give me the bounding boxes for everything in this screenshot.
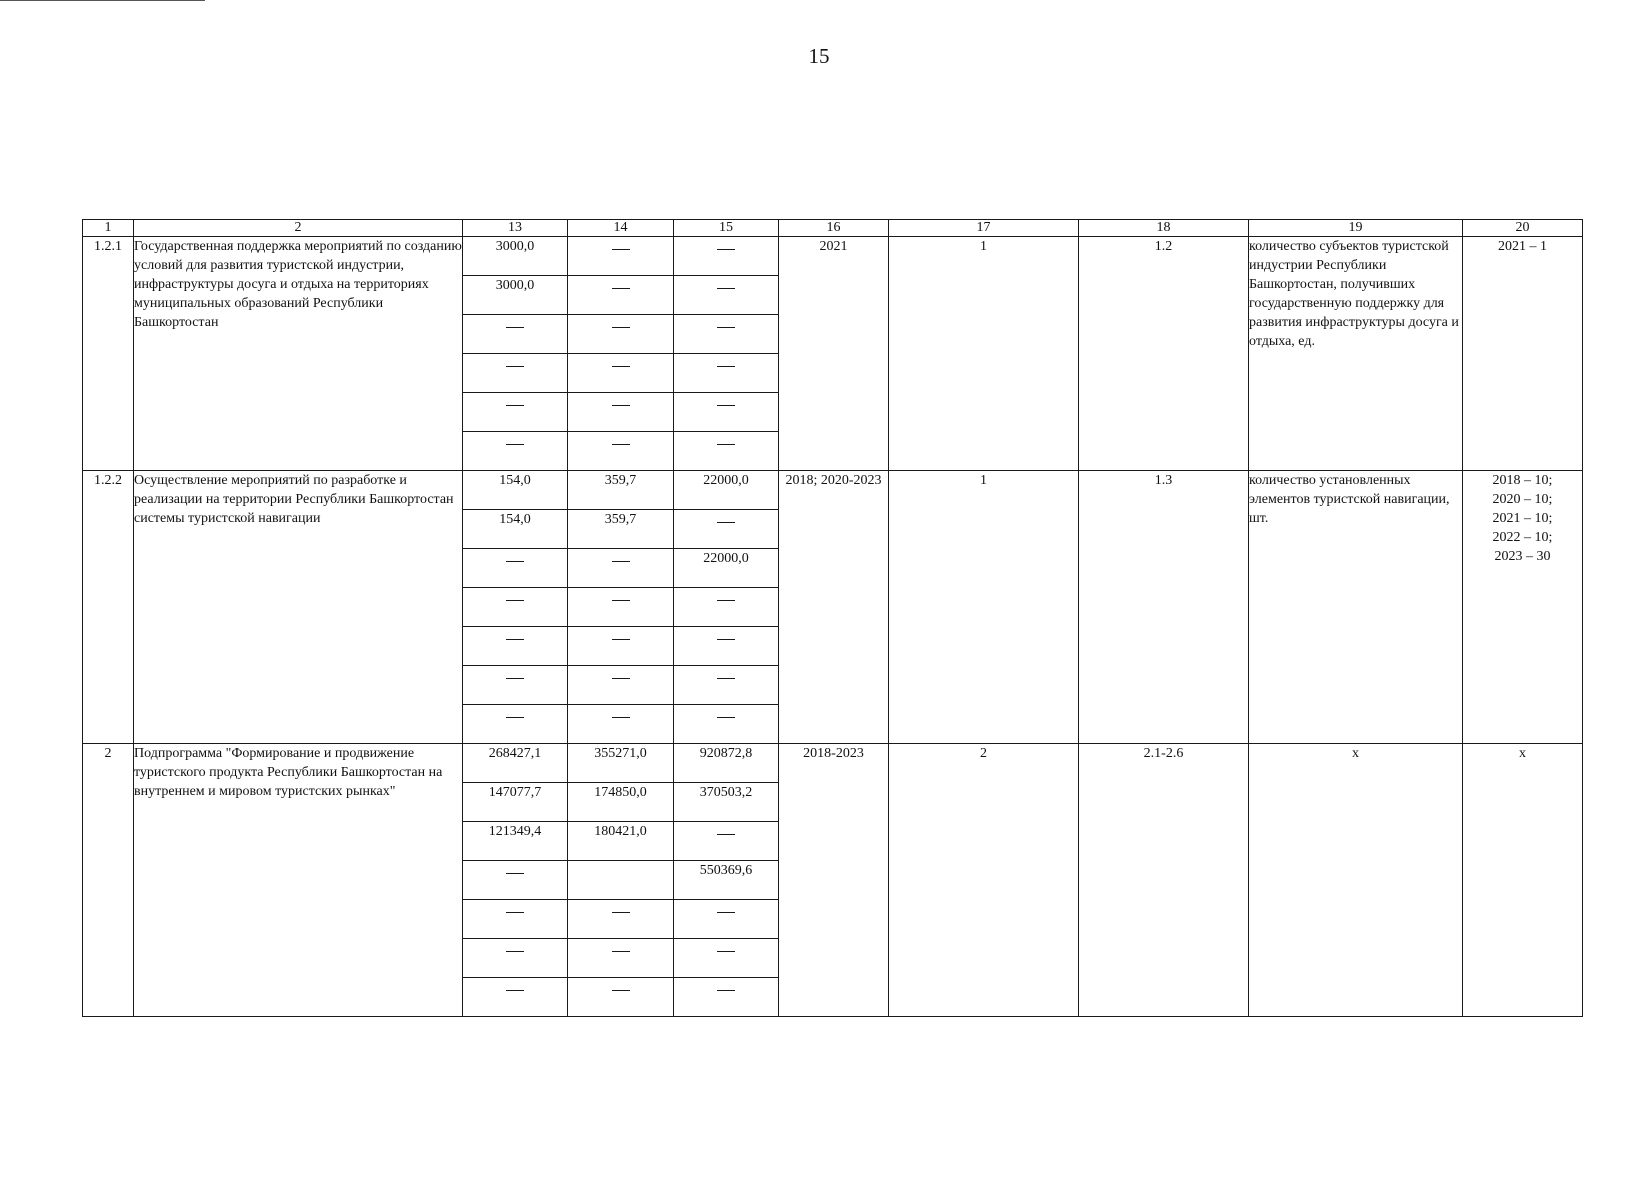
- dash-mark: [717, 912, 735, 913]
- dash-mark: [717, 522, 735, 523]
- finance-value-col-13: 154,0: [463, 510, 568, 549]
- row-number: 2: [83, 744, 134, 1017]
- finance-value-col-13: [463, 549, 568, 588]
- dash-mark: [717, 366, 735, 367]
- target-line: x: [1519, 746, 1526, 761]
- dash-mark: [612, 717, 630, 718]
- dash-mark: [506, 366, 524, 367]
- dash-mark: [717, 405, 735, 406]
- dash-mark: [612, 990, 630, 991]
- finance-value-col-15: 920872,8: [674, 744, 779, 783]
- dash-mark: [717, 834, 735, 835]
- finance-value-col-15: [674, 315, 779, 354]
- dash-mark: [717, 639, 735, 640]
- col-18-value: 1.2: [1079, 237, 1249, 471]
- implementation-years: 2018-2023: [779, 744, 889, 1017]
- column-header-20: 20: [1463, 220, 1583, 237]
- target-line: 2021 – 10;: [1492, 511, 1553, 526]
- finance-value-col-13: 121349,4: [463, 822, 568, 861]
- finance-value-col-15: [674, 237, 779, 276]
- finance-value-col-14: 355271,0: [568, 744, 674, 783]
- event-title: Подпрограмма "Формирование и продвижение туристского продукта Республики Башкортостан на внутреннем и мировом туристских рынках": [134, 744, 463, 1017]
- dash-mark: [717, 600, 735, 601]
- dash-mark: [506, 873, 524, 874]
- dash-mark: [506, 405, 524, 406]
- finance-value-col-15: [674, 432, 779, 471]
- dash-mark: [506, 444, 524, 445]
- dash-mark: [506, 327, 524, 328]
- finance-value-col-14: [568, 588, 674, 627]
- finance-value-col-13: [463, 861, 568, 900]
- col-18-value: 1.3: [1079, 471, 1249, 744]
- target-values: [1463, 471, 1583, 744]
- finance-value-col-13: 154,0: [463, 471, 568, 510]
- table-row: [83, 471, 1583, 510]
- dash-mark: [612, 600, 630, 601]
- finance-value-col-13: 268427,1: [463, 744, 568, 783]
- finance-value-col-15: [674, 900, 779, 939]
- column-header-13: 13: [463, 220, 568, 237]
- finance-value-col-14: [568, 432, 674, 471]
- target-line: 2021 – 1: [1498, 239, 1547, 254]
- dash-mark: [612, 678, 630, 679]
- finance-value-col-15: 22000,0: [674, 549, 779, 588]
- finance-value-col-14: [568, 237, 674, 276]
- event-title: Осуществление мероприятий по разработке и реализации на территории Республики Башкортостан системы туристской навигации: [134, 471, 463, 744]
- column-header-19: 19: [1249, 220, 1463, 237]
- column-header-2: 2: [134, 220, 463, 237]
- dash-mark: [612, 366, 630, 367]
- dash-mark: [612, 444, 630, 445]
- finance-value-col-14: [568, 666, 674, 705]
- dash-mark: [717, 288, 735, 289]
- finance-value-col-15: [674, 276, 779, 315]
- finance-value-col-13: [463, 315, 568, 354]
- target-line: 2020 – 10;: [1492, 492, 1553, 507]
- finance-value-col-15: 370503,2: [674, 783, 779, 822]
- target-line: 2023 – 30: [1494, 549, 1551, 564]
- implementation-years: 2018; 2020-2023: [779, 471, 889, 744]
- finance-value-col-13: 147077,7: [463, 783, 568, 822]
- program-table: [82, 219, 1583, 1017]
- dash-mark: [717, 678, 735, 679]
- finance-value-col-14: [568, 276, 674, 315]
- column-header-17: 17: [889, 220, 1079, 237]
- finance-value-col-15: [674, 666, 779, 705]
- finance-value-col-15: [674, 939, 779, 978]
- finance-value-col-14: [568, 705, 674, 744]
- finance-value-col-15: [674, 627, 779, 666]
- finance-value-col-15: [674, 354, 779, 393]
- finance-value-col-14: [568, 978, 674, 1017]
- finance-value-col-14: [568, 549, 674, 588]
- dash-mark: [506, 600, 524, 601]
- finance-value-col-13: [463, 939, 568, 978]
- dash-mark: [612, 288, 630, 289]
- column-header-14: 14: [568, 220, 674, 237]
- column-header-1: 1: [83, 220, 134, 237]
- finance-value-col-14: [568, 393, 674, 432]
- finance-value-col-15: [674, 588, 779, 627]
- column-header-16: 16: [779, 220, 889, 237]
- indicator-text: количество установленных элементов туристской навигации, шт.: [1249, 471, 1463, 744]
- table-row: [83, 237, 1583, 276]
- finance-value-col-15: 550369,6: [674, 861, 779, 900]
- dash-mark: [717, 444, 735, 445]
- finance-value-col-15: [674, 393, 779, 432]
- finance-value-col-15: [674, 705, 779, 744]
- finance-value-col-13: 3000,0: [463, 276, 568, 315]
- dash-mark: [612, 561, 630, 562]
- dash-mark: [717, 249, 735, 250]
- target-values: [1463, 744, 1583, 1017]
- finance-value-col-13: [463, 705, 568, 744]
- finance-value-col-15: [674, 978, 779, 1017]
- column-header-18: 18: [1079, 220, 1249, 237]
- finance-value-col-14: [568, 627, 674, 666]
- finance-value-col-13: [463, 666, 568, 705]
- table-row: [83, 744, 1583, 783]
- dash-mark: [717, 327, 735, 328]
- finance-value-col-14: [568, 900, 674, 939]
- target-values: [1463, 237, 1583, 471]
- finance-value-col-13: [463, 588, 568, 627]
- dash-mark: [506, 912, 524, 913]
- dash-mark: [717, 990, 735, 991]
- dash-mark: [506, 561, 524, 562]
- dash-mark: [506, 951, 524, 952]
- finance-value-col-13: [463, 978, 568, 1017]
- dash-mark: [612, 405, 630, 406]
- dash-mark: [717, 951, 735, 952]
- dash-mark: [612, 951, 630, 952]
- finance-value-col-14: [568, 315, 674, 354]
- dash-mark: [506, 639, 524, 640]
- dash-mark: [506, 678, 524, 679]
- finance-value-col-13: [463, 393, 568, 432]
- col-18-value: 2.1-2.6: [1079, 744, 1249, 1017]
- finance-value-col-14: 359,7: [568, 471, 674, 510]
- finance-value-col-14: 359,7: [568, 510, 674, 549]
- scan-edge-mark: [0, 0, 205, 1]
- dash-mark: [612, 912, 630, 913]
- finance-value-col-13: [463, 354, 568, 393]
- row-number: 1.2.1: [83, 237, 134, 471]
- indicator-text: x: [1249, 744, 1463, 1017]
- finance-value-col-14: [568, 861, 674, 900]
- col-17-value: 1: [889, 237, 1079, 471]
- event-title: Государственная поддержка мероприятий по созданию условий для развития туристской индустрии, инфраструктуры досуга и отдыха на территориях муниципальных образований Республики Башкортостан: [134, 237, 463, 471]
- row-number: 1.2.2: [83, 471, 134, 744]
- dash-mark: [717, 717, 735, 718]
- finance-value-col-14: 174850,0: [568, 783, 674, 822]
- finance-value-col-14: [568, 939, 674, 978]
- page-number: 15: [808, 44, 830, 68]
- dash-mark: [612, 249, 630, 250]
- dash-mark: [506, 717, 524, 718]
- indicator-text: количество субъектов туристской индустрии Республики Башкортостан, получивших государственную поддержку для развития инфраструктуры досуга и отдыха, ед.: [1249, 237, 1463, 471]
- finance-value-col-13: [463, 627, 568, 666]
- dash-mark: [612, 639, 630, 640]
- dash-mark: [506, 990, 524, 991]
- finance-value-col-13: [463, 900, 568, 939]
- finance-value-col-13: 3000,0: [463, 237, 568, 276]
- finance-value-col-13: [463, 432, 568, 471]
- finance-value-col-14: [568, 354, 674, 393]
- finance-value-col-15: [674, 510, 779, 549]
- finance-value-col-15: 22000,0: [674, 471, 779, 510]
- dash-mark: [612, 327, 630, 328]
- finance-value-col-15: [674, 822, 779, 861]
- col-17-value: 1: [889, 471, 1079, 744]
- column-header-15: 15: [674, 220, 779, 237]
- header-row: [83, 220, 1583, 237]
- target-line: 2018 – 10;: [1492, 473, 1553, 488]
- finance-value-col-14: 180421,0: [568, 822, 674, 861]
- col-17-value: 2: [889, 744, 1079, 1017]
- implementation-years: 2021: [779, 237, 889, 471]
- target-line: 2022 – 10;: [1492, 530, 1553, 545]
